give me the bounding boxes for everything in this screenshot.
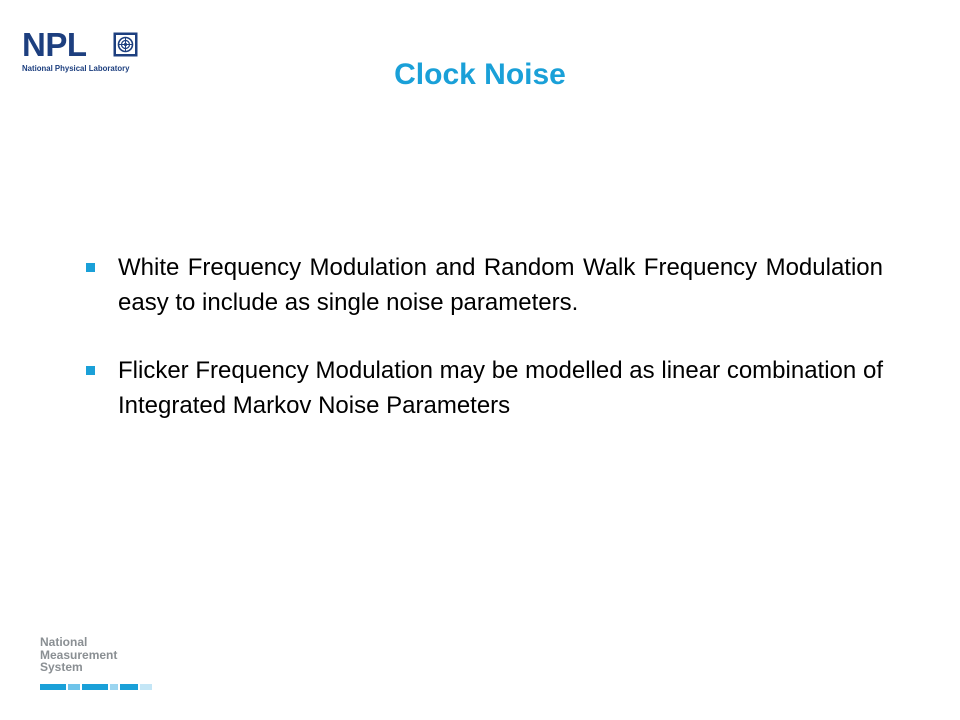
crest-icon [113,32,138,57]
nms-logo-line: System [40,660,83,674]
bullet-text: White Frequency Modulation and Random Walk Frequency Modulation easy to include as single noise parameters. [118,254,883,316]
nms-logo [40,636,160,696]
npl-logo-subtitle: National Physical Laboratory [22,64,130,73]
npl-logo-letters: NPL [22,26,87,63]
nms-logo-line: Measurement [40,647,118,662]
slide-title: Clock Noise [394,58,566,91]
bullet-text: Flicker Frequency Modulation may be modelled as linear combination of Integrated Markov Noise Parameters [118,357,883,419]
square-bullet-icon [86,263,95,272]
bullet-item [83,353,883,423]
bullet-item [83,250,883,320]
nms-logo-line: National [40,635,88,649]
square-bullet-icon [86,366,95,375]
bullet-list [83,250,883,456]
